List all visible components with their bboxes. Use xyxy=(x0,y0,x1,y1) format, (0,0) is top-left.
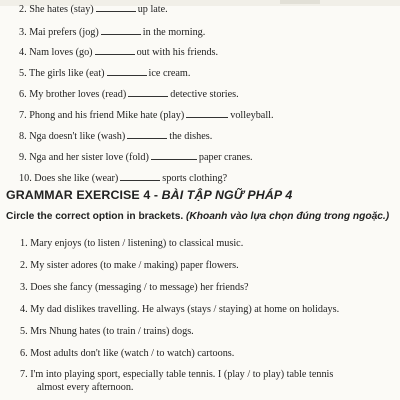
ex3-item-10: 10. Does she like (wear) sports clothing? xyxy=(19,173,228,184)
ex3-item-4: 4. Nam loves (go) out with his friends. xyxy=(19,47,219,58)
exercise-4-heading: GRAMMAR EXERCISE 4 - BÀI TẬP NGỮ PHÁP 4 xyxy=(6,188,293,202)
answer-blank[interactable] xyxy=(107,67,147,76)
answer-blank[interactable] xyxy=(101,26,141,35)
ex4-item-4: 4. My dad dislikes travelling. He always (stays / staying) at home on holidays. xyxy=(20,304,340,315)
answer-blank[interactable] xyxy=(128,88,168,97)
ex4-item-3: 3. Does she fancy (messaging / to message) her friends? xyxy=(20,282,249,293)
answer-blank[interactable] xyxy=(120,172,160,181)
answer-blank[interactable] xyxy=(127,130,167,139)
faded-text-fragment xyxy=(280,0,320,4)
ex4-item-2: 2. My sister adores (to make / making) paper flowers. xyxy=(20,260,239,271)
ex4-item-1: 1. Mary enjoys (to listen / listening) to classical music. xyxy=(20,238,244,249)
answer-blank[interactable] xyxy=(186,109,228,118)
ex3-item-6: 6. My brother loves (read) detective stories. xyxy=(19,89,239,100)
answer-blank[interactable] xyxy=(95,46,135,55)
ex3-item-2: 2. She hates (stay) up late. xyxy=(19,4,168,15)
answer-blank[interactable] xyxy=(151,151,197,160)
ex4-item-7: 7. I'm into playing sport, especially table tennis. I (play / to play) table tennis xyxy=(20,369,334,380)
ex4-item-7-continuation: almost every afternoon. xyxy=(37,382,134,393)
ex3-item-7: 7. Phong and his friend Mike hate (play) volleyball. xyxy=(19,110,274,121)
ex3-item-3: 3. Mai prefers (jog) in the morning. xyxy=(19,27,206,38)
answer-blank[interactable] xyxy=(96,3,136,12)
exercise-4-instruction: Circle the correct option in brackets. (Khoanh vào lựa chọn đúng trong ngoặc.) xyxy=(6,211,390,222)
ex3-item-8: 8. Nga doesn't like (wash) the dishes. xyxy=(19,131,213,142)
ex3-item-9: 9. Nga and her sister love (fold) paper cranes. xyxy=(19,152,253,163)
ex3-item-5: 5. The girls like (eat) ice cream. xyxy=(19,68,191,79)
ex4-item-5: 5. Mrs Nhung hates (to train / trains) dogs. xyxy=(20,326,194,337)
ex4-item-6: 6. Most adults don't like (watch / to watch) cartoons. xyxy=(20,348,235,359)
